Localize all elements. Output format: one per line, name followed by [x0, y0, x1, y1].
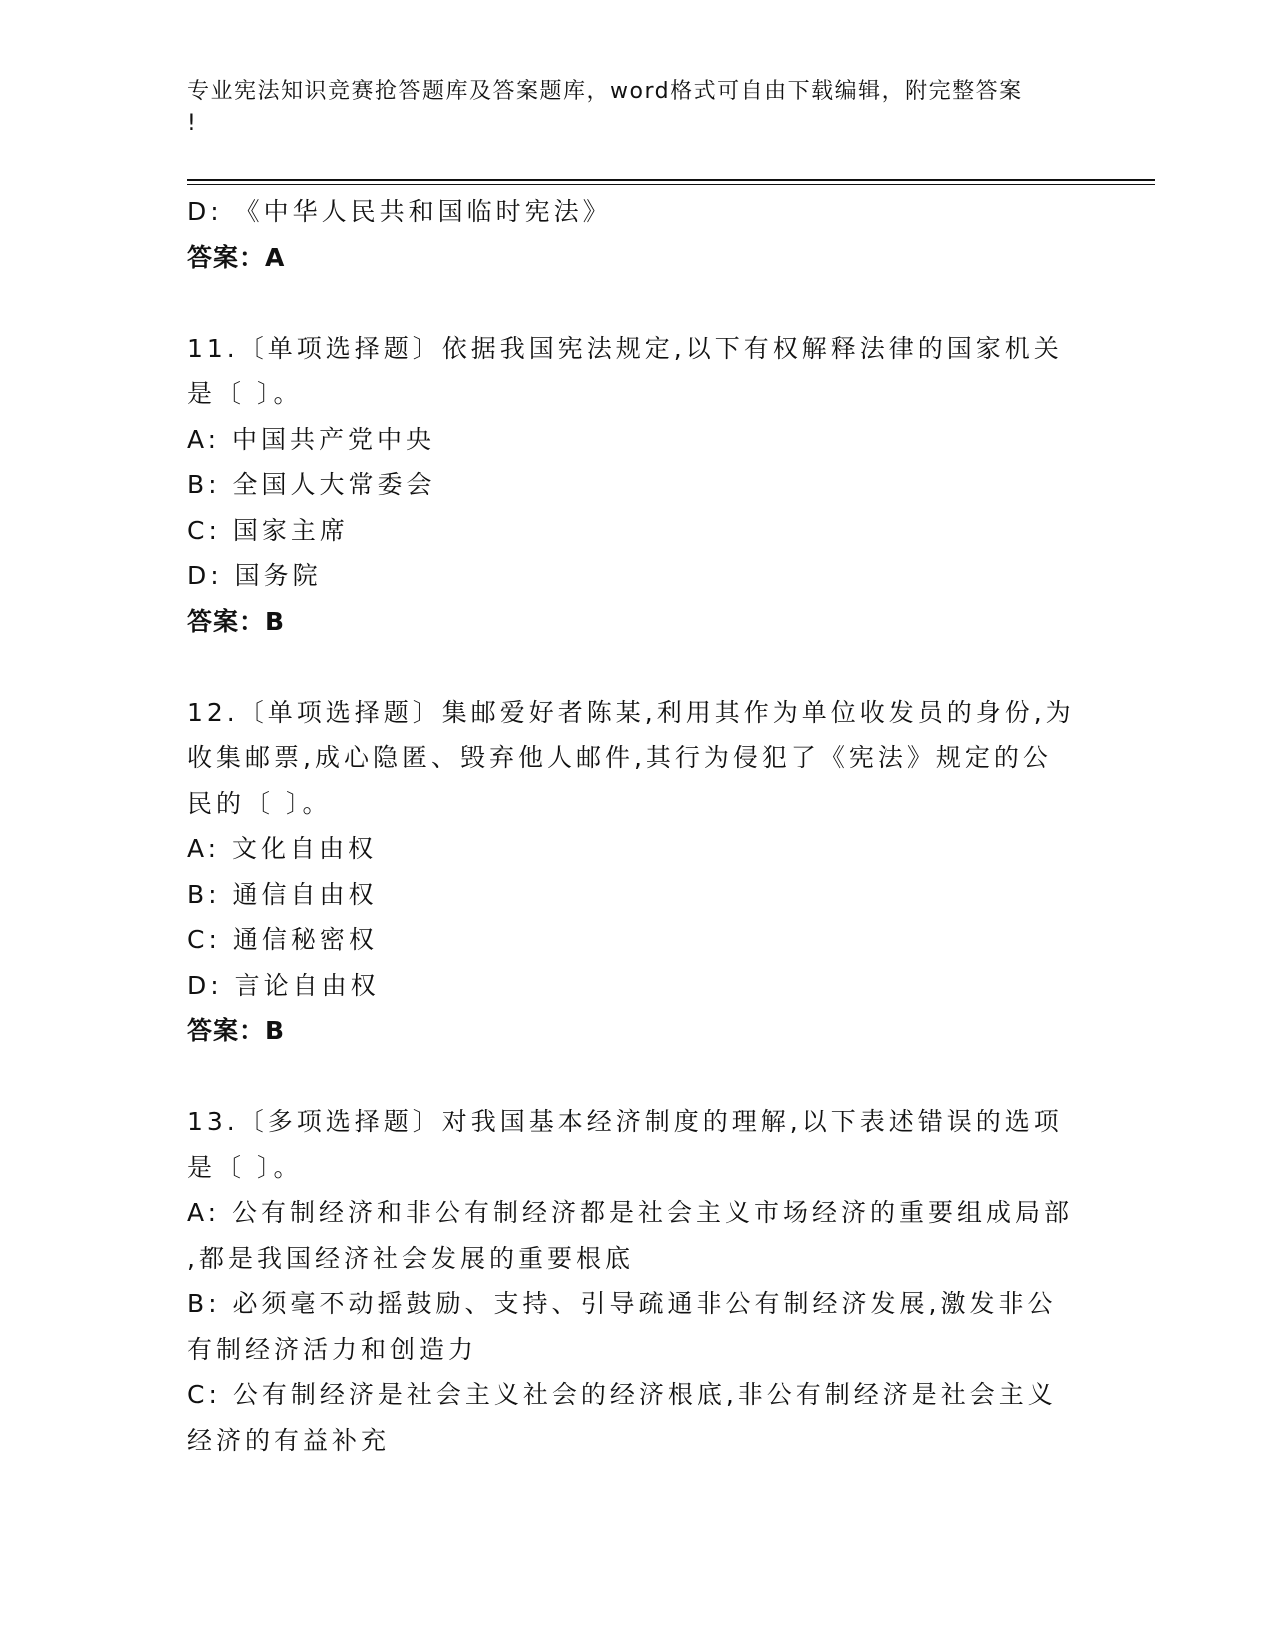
- question-11: [187, 326, 1087, 645]
- option-a: A: 中国共产党中央: [187, 424, 436, 454]
- option-b-line: 有制经济活力和创造力: [187, 1334, 478, 1364]
- option-c-line: 经济的有益补充: [187, 1425, 391, 1455]
- header-divider-thin: [187, 184, 1155, 185]
- option-a-line: A: 公有制经济和非公有制经济都是社会主义市场经济的重要组成局部: [187, 1198, 1074, 1227]
- question-stem-line: 12.〔单项选择题〕集邮爱好者陈某,利用其作为单位收发员的身份,为: [187, 697, 1075, 727]
- question-stem-line: 13.〔多项选择题〕对我国基本经济制度的理解,以下表述错误的选项: [187, 1107, 1063, 1136]
- option-d: D: 国务院: [187, 561, 322, 590]
- question-stem-line: 收集邮票,成心隐匿、毁弃他人邮件,其行为侵犯了《宪法》规定的公: [187, 743, 1052, 772]
- header-title-line-1: 专业宪法知识竞赛抢答题库及答案题库，word格式可自由下载编辑，附完整答案: [187, 79, 1023, 104]
- option-d: D: 言论自由权: [187, 970, 380, 1000]
- answer-line: 答案：B: [187, 606, 286, 636]
- question-13: [187, 1099, 1087, 1463]
- option-c-line: C: 公有制经济是社会主义社会的经济根底,非公有制经济是社会主义: [187, 1380, 1057, 1409]
- question-stem-line: 民的〔 〕。: [187, 788, 332, 818]
- question-stem-line: 是〔 〕。: [187, 379, 303, 408]
- page-header: [187, 76, 1067, 140]
- header-divider-thick: [187, 179, 1155, 181]
- option-b: B: 通信自由权: [187, 879, 378, 909]
- answer-line: 答案：A: [187, 242, 286, 272]
- question-stem-line: 是〔 〕。: [187, 1152, 303, 1182]
- question-12: [187, 690, 1087, 1054]
- question-10-carryover: [187, 189, 1087, 280]
- spacer: [187, 1054, 1087, 1100]
- question-stem-line: 11.〔单项选择题〕依据我国宪法规定,以下有权解释法律的国家机关: [187, 333, 1063, 363]
- header-title-line-2: !: [187, 111, 198, 136]
- option-a-line: ,都是我国经济社会发展的重要根底: [187, 1243, 634, 1273]
- option-d: D: 《中华人民共和国临时宪法》: [187, 197, 612, 226]
- question-content: [187, 189, 1087, 1463]
- option-a: A: 文化自由权: [187, 834, 378, 863]
- option-c: C: 通信秘密权: [187, 925, 378, 954]
- option-b-line: B: 必须毫不动摇鼓励、支持、引导疏通非公有制经济发展,激发非公: [187, 1289, 1057, 1318]
- answer-line: 答案：B: [187, 1016, 286, 1045]
- option-c: C: 国家主席: [187, 515, 349, 545]
- spacer: [187, 280, 1087, 326]
- spacer: [187, 644, 1087, 690]
- option-b: B: 全国人大常委会: [187, 470, 436, 499]
